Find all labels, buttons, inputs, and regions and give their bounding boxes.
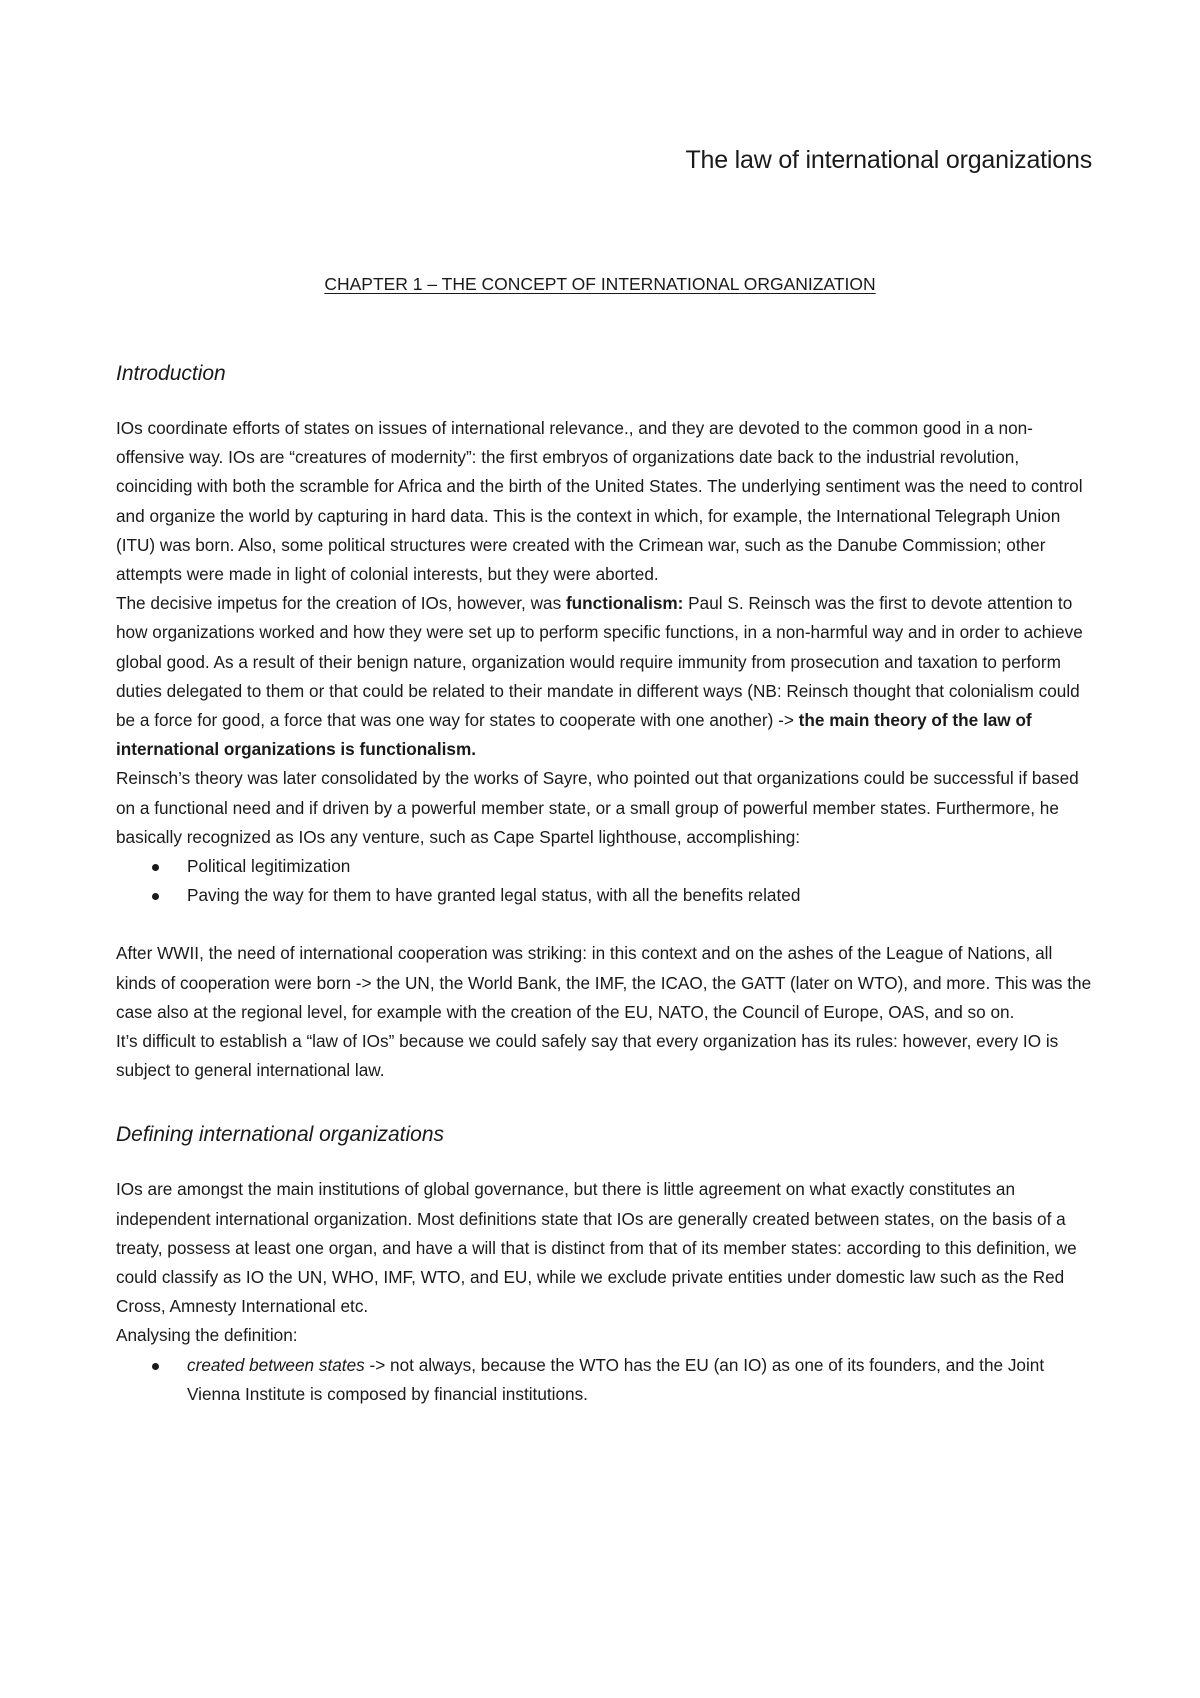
list-item-text: Political legitimization bbox=[187, 856, 351, 877]
list-item-text: Paving the way for them to have granted legal status, with all the benefits related bbox=[187, 885, 801, 906]
intro-paragraph-2 bbox=[116, 589, 1096, 764]
intro-paragraph-2-bold-main-theory: the main theory of the law of international organizations is functionalism. bbox=[116, 710, 1032, 760]
list-item bbox=[152, 881, 1096, 910]
section-heading-defining: Defining international organizations bbox=[116, 1123, 445, 1147]
intro-paragraph-5: It’s difficult to establish a “law of IOs” because we could safely say that every organization has its rules: however, every IO is subject to general international law. bbox=[116, 1031, 1059, 1081]
list-item-text: -> not always, because the WTO has the EU (an IO) as one of its founders, and the Joint Vienna Institute is composed by financial institutions. bbox=[187, 1354, 1045, 1404]
defining-paragraph-1: IOs are amongst the main institutions of global governance, but there is little agreement on what exactly constitutes an independent international organization. Most definitions state that IOs are generally created between states, on the basis of a treaty, possess at least one organ, and have a will that is distinct from that of its member states: according to this definition, we could classify as IO the UN, WHO, IMF, WTO, and EU, while we exclude private entities under domestic law such as the Red Cross, Amnesty International etc. bbox=[116, 1179, 1077, 1317]
list-item bbox=[152, 852, 1096, 881]
intro-paragraph-2-bold-functionalism: functionalism: bbox=[565, 593, 684, 614]
chapter-heading: CHAPTER 1 – THE CONCEPT OF INTERNATIONAL ORGANIZATION bbox=[324, 274, 876, 294]
intro-paragraph-2-text-a: The decisive impetus for the creation of IOs, however, was bbox=[116, 593, 566, 614]
list-item bbox=[152, 1351, 1096, 1409]
list-item-italic-text: created between states bbox=[187, 1354, 365, 1375]
spacer bbox=[116, 1085, 1096, 1121]
document-title: The law of international organizations bbox=[685, 146, 1092, 174]
intro-paragraph-4: After WWII, the need of international cooperation was striking: in this context and on the ashes of the League of Nations, all kinds of cooperation were born -> the UN, the World Bank, the IMF, the ICAO, the GATT (later on WTO), and more. This was the case also at the regional level, for example with the creation of the EU, NATO, the Council of Europe, OAS, and so on. bbox=[116, 943, 1092, 1022]
spacer bbox=[116, 910, 1096, 939]
defining-paragraph-2: Analysing the definition: bbox=[116, 1325, 298, 1346]
bullet-icon bbox=[152, 893, 159, 900]
bullet-icon bbox=[152, 864, 159, 871]
intro-paragraph-2-text-b: Paul S. Reinsch was the first to devote attention to how organizations worked and how they were set up to perform specific functions, in a non-harmful way and in order to achieve global good. As a result of their benign nature, organization would require immunity from prosecution and taxation to perform duties delegated to them or that could be related to their mandate in different ways (NB: Reinsch thought that colonialism could be a force for good, a force that was one way for states to cooperate with one another) -> bbox=[116, 593, 1083, 731]
intro-bullet-list bbox=[116, 852, 1096, 910]
section-heading-introduction: Introduction bbox=[116, 362, 226, 385]
document-body bbox=[116, 360, 1096, 1409]
intro-paragraph-1: IOs coordinate efforts of states on issues of international relevance., and they are devoted to the common good in a non-offensive way. IOs are “creatures of modernity”: the first embryos of organizations date back to the industrial revolution, coinciding with both the scramble for Africa and the birth of the United States. The underlying sentiment was the need to control and organize the world by capturing in hard data. This is the context in which, for example, the International Telegraph Union (ITU) was born. Also, some political structures were created with the Crimean war, such as the Danube Commission; other attempts were made in light of colonial interests, but they were aborted. bbox=[116, 418, 1083, 585]
bullet-icon bbox=[152, 1363, 159, 1370]
defining-bullet-list bbox=[116, 1351, 1096, 1409]
intro-paragraph-3: Reinsch’s theory was later consolidated by the works of Sayre, who pointed out that organizations could be successful if based on a functional need and if driven by a powerful member state, or a small group of powerful member states. Furthermore, he basically recognized as IOs any venture, such as Cape Spartel lighthouse, accomplishing: bbox=[116, 768, 1079, 847]
